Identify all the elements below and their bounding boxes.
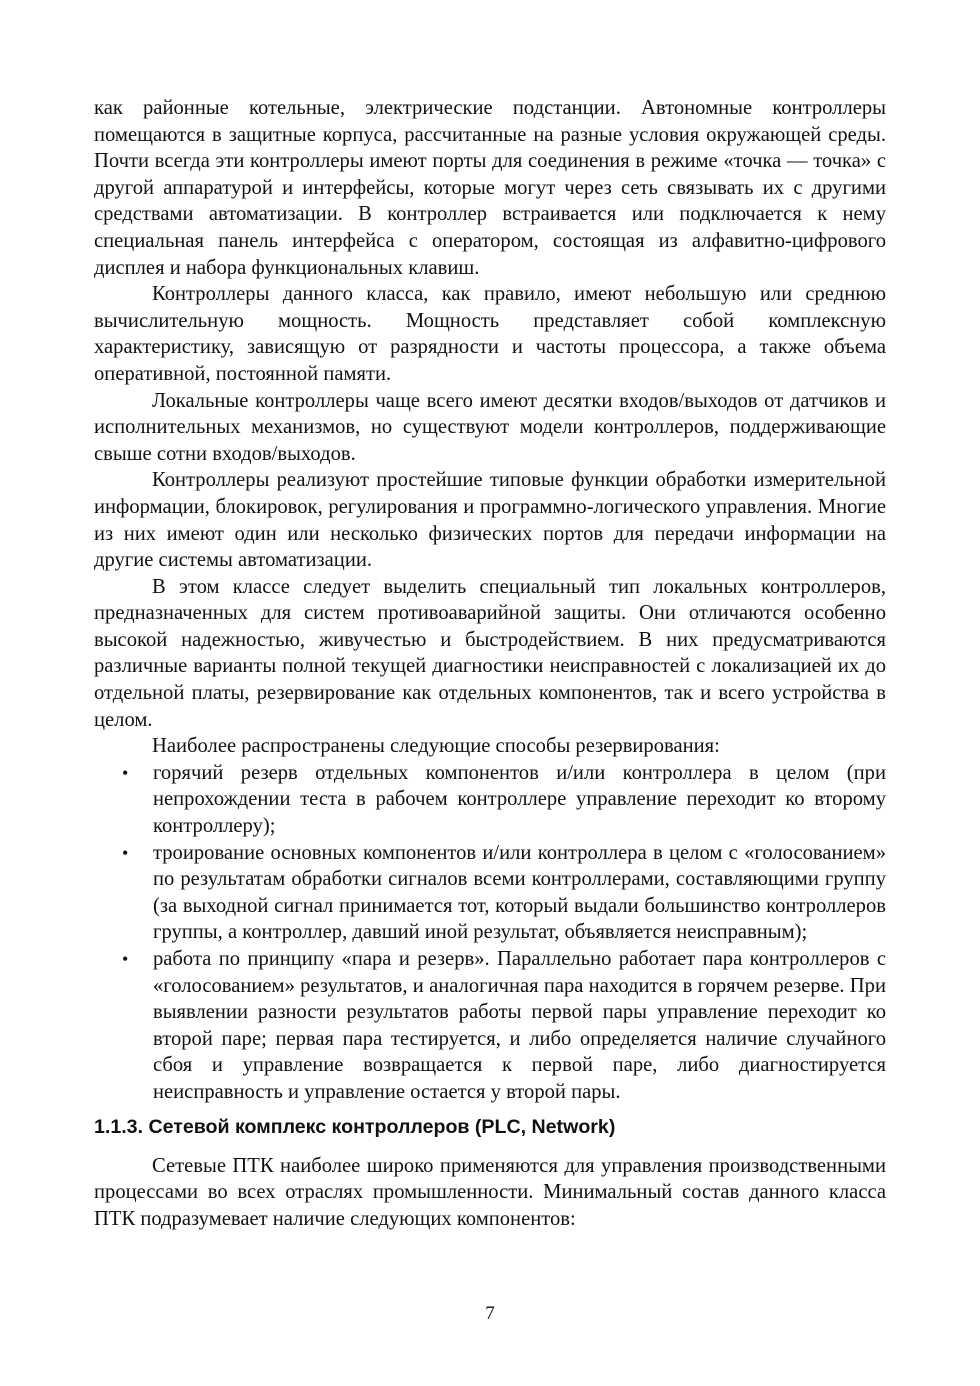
section-heading: 1.1.3. Сетевой комплекс контроллеров (PLC, Network): [94, 1115, 616, 1138]
list-item: [94, 760, 886, 840]
paragraph-emergency-controllers: В этом классе следует выделить специальный тип локальных контроллеров, предназначенных для систем противоаварийной защиты. Они отличаются особенно высокой надежностью, живучестью и быстродействием. В них предусматриваются различные варианты полной текущей диагностики неисправностей с локализацией их до отдельной платы, резервирование как отдельных компонентов, так и всего устройства в целом.: [94, 575, 886, 731]
document-page: [94, 95, 886, 1232]
paragraph-io-count: Локальные контроллеры чаще всего имеют десятки входов/выходов от датчиков и исполнительных механизмов, но существуют модели контроллеров, поддерживающие свыше сотни входов/выходов.: [94, 389, 886, 465]
bullet-icon: •: [122, 949, 129, 969]
redundancy-list: [94, 760, 886, 1106]
list-item: [94, 840, 886, 946]
list-item-text: троирование основных компонентов и/или контроллера в целом с «голосованием» по результатам обработки сигналов всеми контроллерами, составляющими группу (за выходной сигнал принимается тот, который выдали большинство контроллеров группы, а контроллер, давший иной результат, объявляется неисправным);: [153, 841, 886, 944]
paragraph-continuation: как районные котельные, электрические подстанции. Автономные контроллеры помещаются в защитные корпуса, рассчитанные на разные условия окружающей среды. Почти всегда эти контроллеры имеют порты для соединения в режиме «точка — точка» с другой аппаратурой и интерфейсы, которые могут через сеть связывать их с другими средствами автоматизации. В контроллер встраивается или подключается к нему специальная панель интерфейса с оператором, состоящая из алфавитно-цифрового дисплея и набора функциональных клавиш.: [94, 97, 886, 279]
page-number: 7: [485, 1303, 495, 1324]
list-item-text: работа по принципу «пара и резерв». Параллельно работает пара контроллеров с «голосованием» результатов, и аналогичная пара находится в горячем резерве. При выявлении разности результатов работы первой пары управление переходит ко второй паре; первая пара тестируется, и либо определяется наличие случайного сбоя и управление возвращается к первой паре, либо диагностируется неисправность и управление остается у второй пары.: [153, 948, 886, 1103]
list-item-text: горячий резерв отдельных компонентов и/или контроллера в целом (при непрохождении теста в рабочем контроллере управление переходит ко второму контроллеру);: [153, 761, 886, 838]
paragraph-network-ptk: Сетевые ПТК наиболее широко применяются для управления производственными процессами во всех отраслях промышленности. Минимальный состав данного класса ПТК подразумевает наличие следующих компонентов:: [94, 1154, 886, 1230]
bullet-icon: •: [122, 762, 129, 783]
list-item: [94, 946, 886, 1106]
paragraph-redundancy-intro: Наиболее распространены следующие способы резервирования:: [152, 735, 720, 758]
paragraph-functions: Контроллеры реализуют простейшие типовые функции обработки измерительной информации, блокировок, регулирования и программно-логического управления. Многие из них имеют один или несколько физических портов для передачи информации на другие системы автоматизации.: [94, 469, 886, 572]
paragraph-computing-power: Контроллеры данного класса, как правило, имеют небольшую или среднюю вычислительную мощность. Мощность представляет собой комплексную характеристику, зависящую от разрядности и частоты процессора, а также объема оперативной, постоянной памяти.: [94, 283, 886, 385]
bullet-icon: •: [122, 842, 129, 863]
